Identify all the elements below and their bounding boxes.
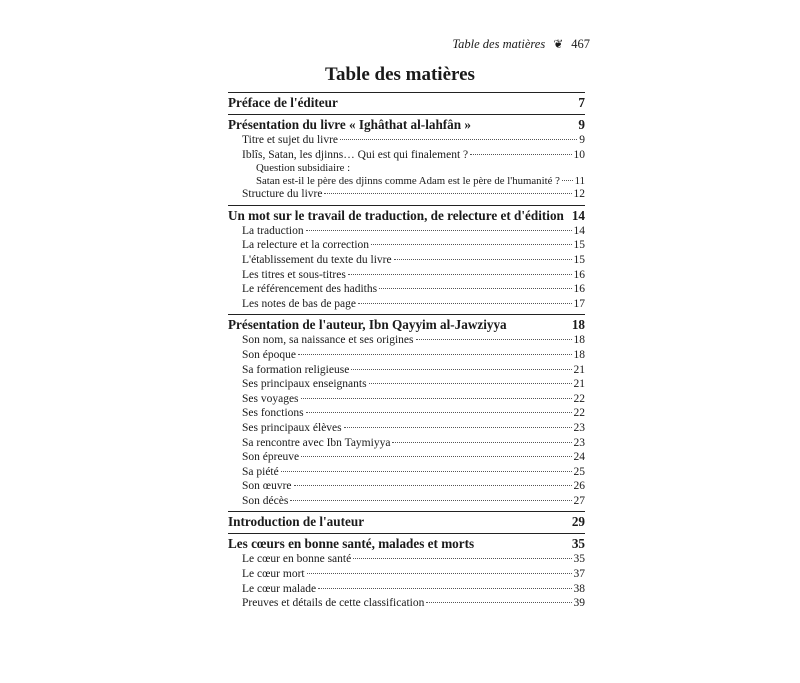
- dot-leader: [426, 602, 571, 603]
- toc-entry[interactable]: [228, 479, 585, 494]
- entry-label: Ses principaux enseignants: [242, 378, 367, 391]
- toc-section: [228, 533, 585, 610]
- dot-leader: [416, 339, 572, 340]
- toc-section: [228, 92, 585, 111]
- toc-entry[interactable]: [228, 282, 585, 297]
- section-title: Introduction de l'auteur: [228, 514, 365, 530]
- dot-leader: [470, 154, 571, 155]
- toc-section-heading[interactable]: [228, 513, 585, 530]
- toc-entry[interactable]: [228, 297, 585, 312]
- entry-page: 15: [573, 253, 585, 266]
- entry-page: 25: [573, 465, 585, 478]
- dot-leader: [379, 288, 571, 289]
- entry-page: 16: [573, 268, 585, 281]
- entry-page: 9: [579, 134, 585, 146]
- entry-label: Le cœur en bonne santé: [242, 553, 352, 566]
- dot-leader: [348, 274, 572, 275]
- toc-entry[interactable]: [228, 582, 585, 597]
- toc-entry[interactable]: [228, 377, 585, 392]
- section-title: Préface de l'éditeur: [228, 95, 338, 110]
- dot-leader: [353, 558, 571, 559]
- toc-entry[interactable]: [228, 421, 585, 436]
- entry-page: 24: [573, 451, 585, 464]
- toc-section-heading[interactable]: [228, 316, 585, 333]
- dot-leader: [301, 398, 572, 399]
- entry-page: 21: [573, 363, 585, 376]
- entry-page: 27: [573, 494, 585, 507]
- entry-page: 15: [573, 239, 585, 252]
- toc-entry[interactable]: [228, 363, 585, 378]
- fleuron-icon: ❦: [553, 37, 564, 51]
- toc-section-heading[interactable]: [228, 116, 585, 133]
- entry-page: 21: [573, 378, 585, 391]
- dot-leader: [324, 193, 571, 194]
- toc-entry[interactable]: [228, 133, 585, 148]
- dot-leader: [318, 588, 571, 589]
- toc-entry[interactable]: [228, 348, 585, 363]
- entry-label: Le cœur malade: [242, 582, 317, 595]
- entry-label: Son œuvre: [242, 480, 292, 493]
- entry-page: 10: [573, 148, 585, 161]
- toc-entry[interactable]: [228, 148, 585, 163]
- section-page: 7: [578, 95, 585, 110]
- entry-label: Sa piété: [242, 465, 279, 478]
- subentry-label: Question subsidiaire :: [256, 162, 351, 175]
- toc-entry[interactable]: [228, 268, 585, 283]
- entry-page: 23: [573, 421, 585, 434]
- entry-page: 39: [573, 597, 585, 610]
- toc-section-heading[interactable]: [228, 94, 585, 111]
- toc-entry[interactable]: [228, 238, 585, 253]
- entry-page: 17: [573, 297, 585, 310]
- toc-entry[interactable]: [228, 224, 585, 239]
- section-title: Les cœurs en bonne santé, malades et morts: [228, 536, 475, 552]
- dot-leader: [294, 485, 572, 486]
- entry-label: Preuves et détails de cette classification: [242, 597, 425, 610]
- entry-label: Sa formation religieuse: [242, 363, 350, 376]
- entry-label: Ses fonctions: [242, 407, 304, 420]
- entry-label: Son épreuve: [242, 451, 300, 464]
- dot-leader: [306, 412, 572, 413]
- page-title: Table des matières: [325, 64, 475, 85]
- dot-leader: [301, 456, 571, 457]
- dot-leader: [351, 369, 571, 370]
- entry-page: 11: [574, 174, 585, 187]
- running-header: [452, 37, 590, 52]
- section-page: 18: [571, 317, 585, 333]
- entry-page: 22: [573, 392, 585, 405]
- entry-label: Les titres et sous-titres: [242, 268, 346, 281]
- section-page: 14: [571, 207, 585, 223]
- entry-label: Les notes de bas de page: [242, 297, 357, 310]
- toc-section-heading[interactable]: [228, 207, 585, 224]
- subentry-label-continued: Satan est-il le père des djinns comme Adam est le père de l'humanité ?: [256, 174, 560, 187]
- toc-entry[interactable]: [228, 450, 585, 465]
- section-page: 29: [571, 514, 585, 530]
- entry-label: La relecture et la correction: [242, 239, 370, 252]
- toc-section: [228, 314, 585, 508]
- toc-entry[interactable]: [228, 253, 585, 268]
- entry-page: 14: [573, 224, 585, 237]
- entry-label: Le cœur mort: [242, 568, 305, 581]
- table-of-contents: [228, 92, 585, 614]
- entry-page: 16: [573, 283, 585, 296]
- dot-leader: [369, 383, 572, 384]
- entry-label: Structure du livre: [242, 188, 323, 201]
- dot-leader: [371, 244, 571, 245]
- section-title: Un mot sur le travail de traduction, de relecture et d'édition: [228, 207, 564, 223]
- toc-subentry[interactable]: [228, 162, 585, 187]
- dot-leader: [344, 427, 572, 428]
- entry-page: 26: [573, 480, 585, 493]
- entry-page: 37: [573, 568, 585, 581]
- dot-leader: [298, 354, 572, 355]
- toc-entry[interactable]: [228, 436, 585, 451]
- toc-section-heading[interactable]: [228, 535, 585, 552]
- entry-label: Ses voyages: [242, 392, 299, 405]
- entry-label: Titre et sujet du livre: [242, 134, 339, 146]
- entry-label: Son nom, sa naissance et ses origines: [242, 334, 414, 347]
- entry-label: Son décès: [242, 494, 289, 507]
- toc-entry[interactable]: [228, 596, 585, 611]
- dot-leader: [392, 442, 571, 443]
- toc-entry[interactable]: [228, 552, 585, 567]
- toc-entry[interactable]: [228, 406, 585, 421]
- entry-page: 12: [573, 188, 585, 201]
- toc-entry[interactable]: [228, 392, 585, 407]
- entry-label: La traduction: [242, 224, 304, 237]
- dot-leader: [340, 139, 577, 140]
- toc-entry[interactable]: [228, 187, 585, 202]
- dot-leader: [307, 573, 572, 574]
- dot-leader: [394, 259, 572, 260]
- entry-page: 23: [573, 436, 585, 449]
- entry-page: 22: [573, 407, 585, 420]
- section-title: Présentation de l'auteur, Ibn Qayyim al-Jawziyya: [228, 317, 507, 333]
- entry-label: Son époque: [242, 348, 296, 361]
- toc-entry[interactable]: [228, 567, 585, 582]
- entry-label: Sa rencontre avec Ibn Taymiyya: [242, 436, 391, 449]
- dot-leader: [281, 471, 572, 472]
- entry-page: 18: [573, 348, 585, 361]
- entry-page: 35: [573, 553, 585, 566]
- entry-page: 18: [573, 334, 585, 347]
- dot-leader: [562, 180, 573, 181]
- toc-entry[interactable]: [228, 333, 585, 348]
- entry-label: L'établissement du texte du livre: [242, 253, 392, 266]
- toc-section: [228, 511, 585, 530]
- page-number: 467: [571, 37, 590, 51]
- toc-section: [228, 205, 585, 312]
- section-page: 9: [578, 117, 585, 132]
- dot-leader: [306, 230, 572, 231]
- entry-label: Ses principaux élèves: [242, 421, 342, 434]
- entry-page: 38: [573, 582, 585, 595]
- toc-section: [228, 114, 585, 202]
- subentry-line: [256, 175, 585, 188]
- toc-entry[interactable]: [228, 465, 585, 480]
- dot-leader: [290, 500, 571, 501]
- dot-leader: [358, 303, 571, 304]
- entry-label: Le référencement des hadiths: [242, 283, 378, 296]
- entry-label: Iblîs, Satan, les djinns… Qui est qui finalement ?: [242, 148, 469, 161]
- running-title: Table des matières: [452, 37, 546, 51]
- toc-entry[interactable]: [228, 494, 585, 509]
- section-page: 35: [571, 536, 585, 552]
- section-title: Présentation du livre « Ighâthat al-lahfân »: [228, 117, 472, 132]
